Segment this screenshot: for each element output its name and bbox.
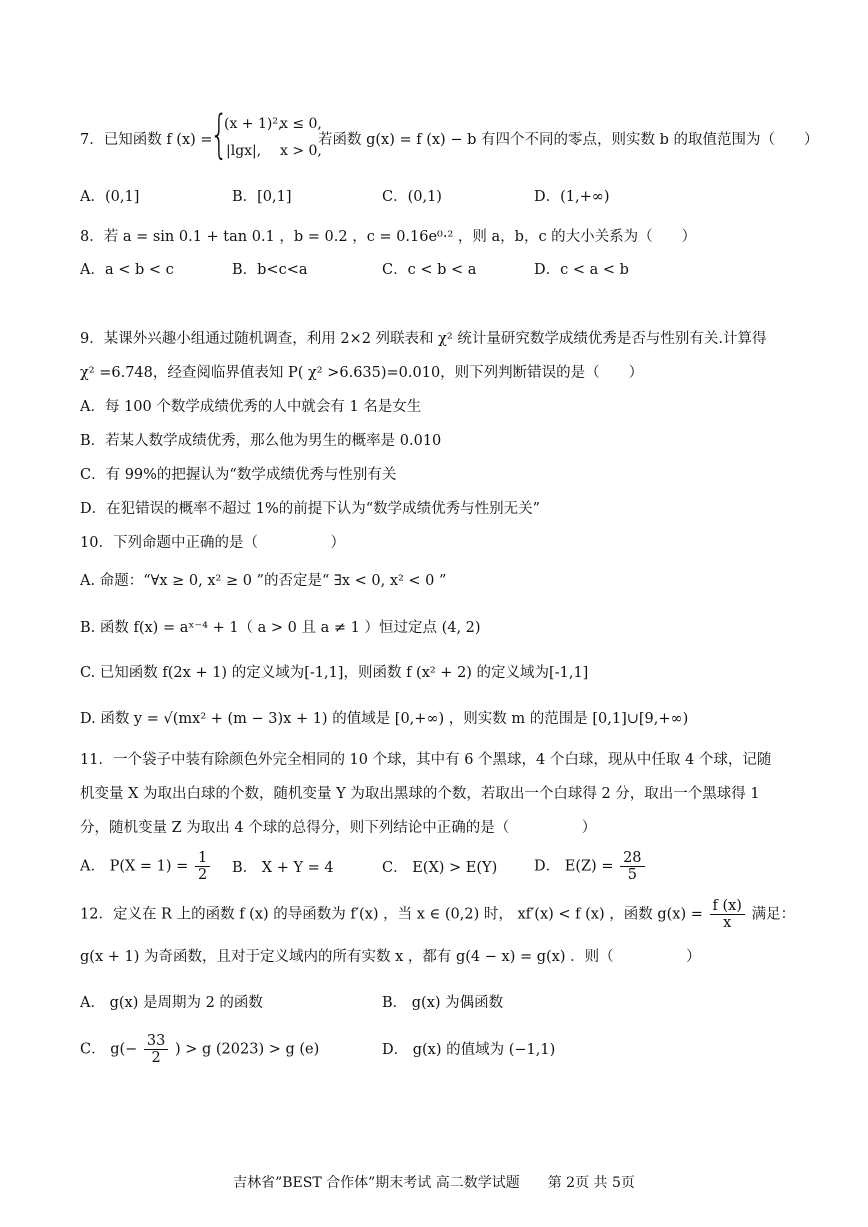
q11-option-a-denominator: 2 (197, 867, 208, 883)
q9-option-d: D．在犯错误的概率不超过 1%的前提下认为“数学成绩优秀与性别无关” (80, 501, 541, 517)
q12-line2: g(x + 1) 为奇函数，且对于定义域内的所有实数 x ，都有 g(4 − x) = g(x) ．则（ ） (80, 949, 701, 965)
q11-line2: 机变量 X 为取出白球的个数，随机变量 Y 为取出黑球的个数，若取出一个白球得 2 分，取出一个黑球得 1 (80, 786, 760, 802)
q8-option-b: B．b<c<a (232, 262, 308, 278)
q9-option-b: B．若某人数学成绩优秀，那么他为男生的概率是 0.010 (80, 433, 442, 449)
q10-option-a: A. 命题：“∀x ≥ 0, x² ≥ 0 ”的否定是“ ∃x < 0, x² < 0 ” (80, 573, 447, 589)
q12-fraction (710, 898, 745, 931)
q12-option-c-numerator: 33 (144, 1033, 168, 1050)
q7-tail: 若函数 g(x) = f (x) − b 有四个不同的零点，则实数 b 的取值范围为（ ） (318, 132, 819, 148)
q11-option-d-text: D． E(Z) = (534, 858, 614, 875)
q7-piece2-cond: x > 0, (280, 143, 322, 159)
q11-option-a-text: A． P(X = 1) = (80, 858, 189, 875)
q12-denominator: x (723, 915, 732, 931)
q8-option-d: D．c < a < b (534, 262, 629, 278)
q9-option-a: A．每 100 个数学成绩优秀的人中就会有 1 名是女生 (80, 399, 422, 415)
q11-option-c: C． E(X) > E(Y) (382, 860, 498, 876)
q7-lead: 7．已知函数 f (x) = (80, 132, 213, 148)
q12-numerator: f (x) (710, 898, 745, 915)
q12-option-c (80, 1033, 319, 1066)
q10-option-d: D. 函数 y = √(mx² + (m − 3)x + 1) 的值域是 [0,+∞) ，则实数 m 的范围是 [0,1]∪[9,+∞) (80, 711, 689, 727)
q9-line1: 9．某课外兴趣小组通过随机调查，利用 2×2 列联表和 χ² 统计量研究数学成绩优秀是否与性别有关.计算得 (80, 331, 767, 347)
q7-piece2-expr: |lgx|, (226, 143, 262, 159)
q8-stem: 8．若 a = sin 0.1 + tan 0.1 ，b = 0.2 ，c = 0.16e⁰·² ，则 a，b，c 的大小关系为（ ） (80, 229, 697, 245)
q11-option-d-fraction (620, 850, 644, 883)
q12-line1-tail: 满足： (751, 906, 796, 923)
page-footer: 吉林省”BEST 合作体”期末考试 高二数学试题 第 2页 共 5页 (233, 1175, 635, 1191)
q8-option-a: A．a < b < c (80, 262, 174, 278)
q11-option-d (534, 850, 647, 883)
q12-option-a: A． g(x) 是周期为 2 的函数 (80, 995, 263, 1011)
q11-option-d-denominator: 5 (627, 867, 637, 883)
q12-option-d: D． g(x) 的值域为 (−1,1) (382, 1042, 556, 1058)
q12-option-c-fraction (144, 1033, 168, 1066)
q7-brace: { (210, 105, 229, 165)
q11-option-d-numerator: 28 (620, 850, 644, 867)
q11-line3: 分，随机变量 Z 为取出 4 个球的总得分，则下列结论中正确的是（ ） (80, 820, 597, 836)
q7-option-d: D．(1,+∞) (534, 189, 610, 205)
q9-option-c: C．有 99%的把握认为“数学成绩优秀与性别有关 (80, 467, 397, 483)
q7-piece1-expr: (x + 1)², (224, 116, 283, 132)
q12-option-b: B． g(x) 为偶函数 (382, 995, 504, 1011)
q7-option-a: A．(0,1] (80, 189, 140, 205)
q8-option-c: C．c < b < a (382, 262, 477, 278)
q10-option-c: C. 已知函数 f(2x + 1) 的定义域为[-1,1]，则函数 f (x² + 2) 的定义域为[-1,1] (80, 665, 589, 681)
q11-option-a (80, 850, 212, 883)
q10-option-b: B. 函数 f(x) = aˣ⁻⁴ + 1（ a > 0 且 a ≠ 1 ）恒过定点 (4, 2) (80, 620, 481, 636)
q11-line1: 11．一个袋子中装有除颜色外完全相同的 10 个球，其中有 6 个黑球，4 个白球，现从中任取 4 个球，记随 (80, 752, 772, 768)
q12-option-c-text: C． g(− (80, 1041, 138, 1058)
q7-option-b: B．[0,1] (232, 189, 292, 205)
q11-option-b: B． X + Y = 4 (232, 860, 334, 876)
q7-piece1-cond: x ≤ 0, (280, 116, 322, 132)
q12-option-c-tail: ) > g (2023) > g (e) (174, 1041, 320, 1058)
q12-line1-text: 12．定义在 R 上的函数 f (x) 的导函数为 f′(x) ，当 x ∈ (0,2) 时， xf′(x) < f (x) ，函数 g(x) = (80, 906, 703, 923)
q11-option-a-fraction (195, 850, 210, 883)
q10-stem: 10．下列命题中正确的是（ ） (80, 535, 345, 551)
q12-line1 (80, 898, 795, 931)
q11-option-a-numerator: 1 (195, 850, 210, 867)
q9-line2: χ² =6.748，经查阅临界值表知 P( χ² >6.635)=0.010，则下列判断错误的是（ ） (80, 365, 644, 381)
q7-option-c: C．(0,1) (382, 189, 442, 205)
q12-option-c-denominator: 2 (151, 1050, 161, 1066)
